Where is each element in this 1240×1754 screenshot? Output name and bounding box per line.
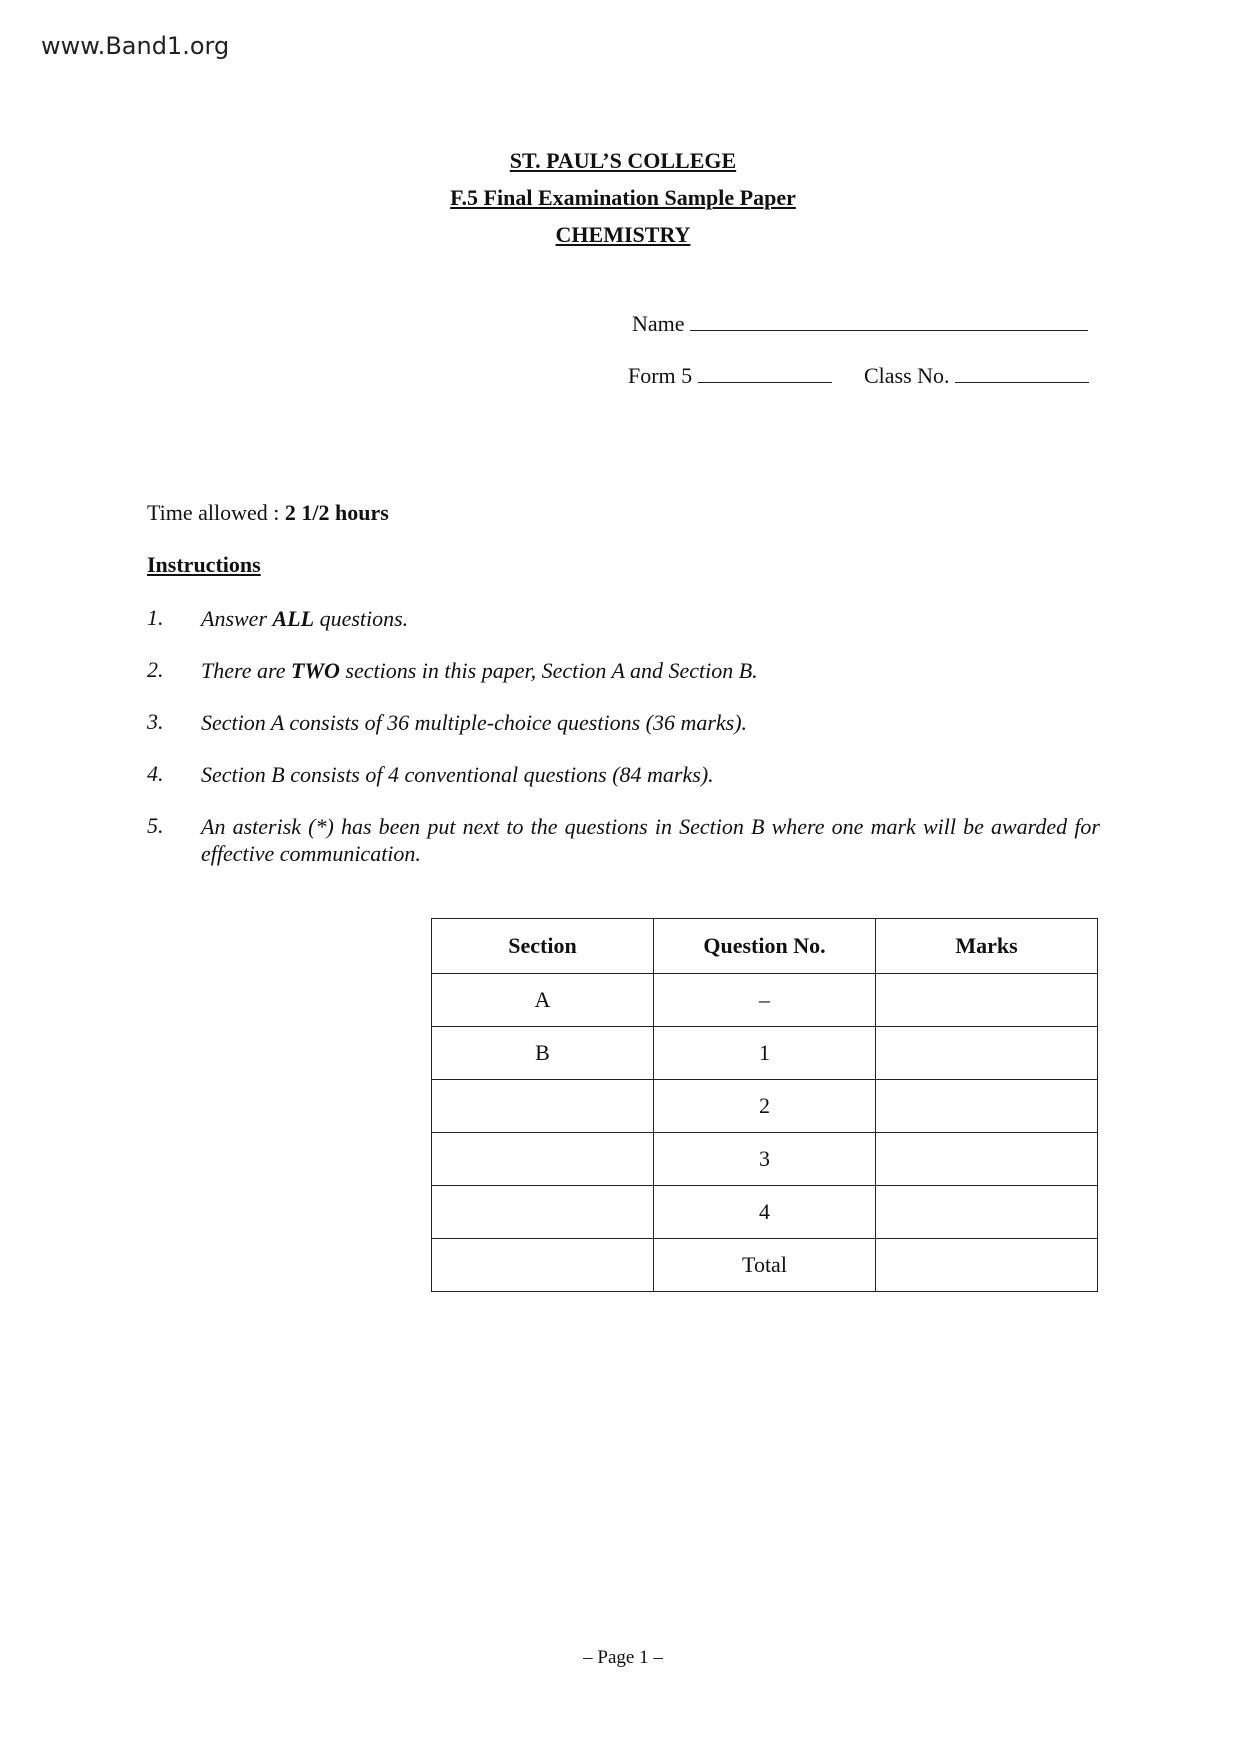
form-field[interactable] <box>628 363 832 389</box>
text-part: Section A consists of 36 multiple-choice questions (36 marks). <box>201 710 748 735</box>
question-cell: 4 <box>654 1186 876 1239</box>
section-cell <box>432 1186 654 1239</box>
marks-cell[interactable] <box>876 1027 1098 1080</box>
section-cell <box>432 1080 654 1133</box>
marks-cell[interactable] <box>876 1133 1098 1186</box>
instruction-item <box>147 761 1100 788</box>
header-section: Section <box>432 919 654 974</box>
school-name: ST. PAUL’S COLLEGE <box>509 148 737 173</box>
marks-cell[interactable] <box>876 1186 1098 1239</box>
emphasis: ALL <box>272 606 315 631</box>
text-part: An asterisk (*) has been put next to the questions in Section B where one mark will be awarded for effective communication. <box>201 814 1100 866</box>
table-row <box>432 1133 1098 1186</box>
watermark: www.Band1.org <box>41 32 230 60</box>
name-blank[interactable] <box>690 312 1088 331</box>
instruction-text <box>201 709 1100 736</box>
time-value: 2 1/2 hours <box>284 500 389 525</box>
question-cell: 2 <box>654 1080 876 1133</box>
class-no-blank[interactable] <box>955 364 1089 383</box>
question-cell: 3 <box>654 1133 876 1186</box>
instruction-item <box>147 605 1100 632</box>
instruction-item <box>147 709 1100 736</box>
table-row <box>432 1027 1098 1080</box>
instruction-text <box>201 813 1100 867</box>
table-row <box>432 1186 1098 1239</box>
marks-cell[interactable] <box>876 974 1098 1027</box>
marks-cell[interactable] <box>876 1080 1098 1133</box>
section-cell: B <box>432 1027 654 1080</box>
instructions-heading: Instructions <box>147 552 261 577</box>
time-label: Time allowed : <box>147 500 280 525</box>
text-part: sections in this paper, Section A and Section B. <box>339 658 758 683</box>
name-field[interactable] <box>632 311 1088 337</box>
instruction-text <box>201 605 1100 632</box>
name-label: Name <box>632 311 685 336</box>
time-allowed <box>147 500 389 526</box>
instruction-item <box>147 813 1100 867</box>
table-row <box>432 1239 1098 1292</box>
instruction-text <box>201 657 1100 684</box>
marks-cell[interactable] <box>876 1239 1098 1292</box>
instruction-number: 1. <box>147 605 164 630</box>
instruction-item <box>147 657 1100 684</box>
subject-title: CHEMISTRY <box>555 222 691 247</box>
text-part: questions. <box>314 606 409 631</box>
exam-title: F.5 Final Examination Sample Paper <box>450 185 796 210</box>
section-cell: A <box>432 974 654 1027</box>
table-row <box>432 1080 1098 1133</box>
form-label: Form 5 <box>628 363 693 388</box>
text-part: Section B consists of 4 conventional questions (84 marks). <box>201 762 714 787</box>
section-cell <box>432 1239 654 1292</box>
header-question-no: Question No. <box>654 919 876 974</box>
section-cell <box>432 1133 654 1186</box>
emphasis: TWO <box>291 658 340 683</box>
page-number: – Page 1 – <box>583 1647 663 1668</box>
class-no-label: Class No. <box>864 363 950 388</box>
question-cell: 1 <box>654 1027 876 1080</box>
instruction-number: 3. <box>147 709 164 734</box>
class-no-field[interactable] <box>864 363 1089 389</box>
table-row <box>432 974 1098 1027</box>
text-part: There are <box>201 658 292 683</box>
form-blank[interactable] <box>698 364 832 383</box>
instruction-number: 5. <box>147 813 164 838</box>
header-marks: Marks <box>876 919 1098 974</box>
question-cell: Total <box>654 1239 876 1292</box>
marks-table <box>431 918 1098 1292</box>
text-part: Answer <box>201 606 273 631</box>
question-cell: – <box>654 974 876 1027</box>
instruction-number: 2. <box>147 657 164 682</box>
instruction-text <box>201 761 1100 788</box>
instruction-number: 4. <box>147 761 164 786</box>
